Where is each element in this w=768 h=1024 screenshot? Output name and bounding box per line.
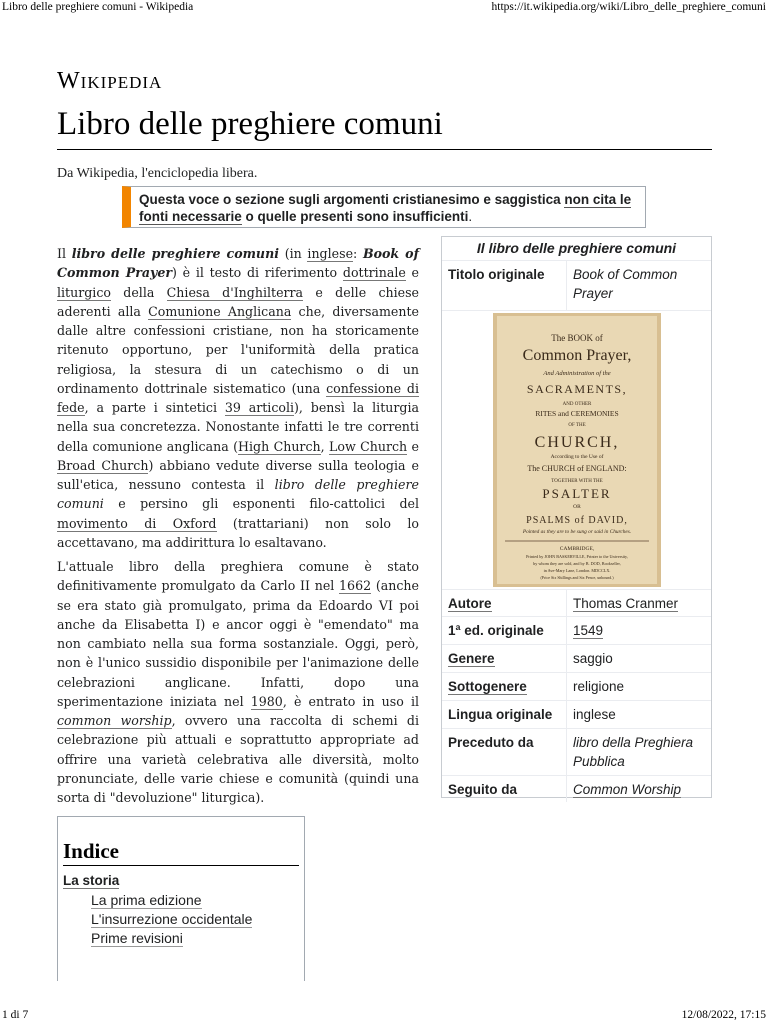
cover-line: PSALTER — [541, 486, 612, 501]
cover-line: (Price Six Shillings and Six Pence, unbound.) — [539, 575, 614, 580]
link-liturgico[interactable]: liturgico — [57, 284, 111, 300]
link-dottrinale[interactable]: dottrinale — [342, 265, 406, 281]
infobox-key: Titolo originale — [448, 267, 545, 282]
infobox-value-seguito[interactable]: Common Worship — [573, 782, 682, 797]
infobox-key-seguito: Seguito da — [448, 782, 518, 797]
warning-box — [122, 186, 646, 228]
page-title: Libro delle preghiere comuni — [57, 104, 712, 150]
print-footer — [0, 1006, 768, 1024]
link-movimento-di-oxford[interactable]: movimento di Oxford — [57, 515, 217, 531]
infobox-key-preceduto: Preceduto da — [448, 735, 534, 750]
infobox-key-autore[interactable]: Autore — [448, 596, 492, 611]
link-inglese[interactable]: inglese — [307, 246, 354, 261]
print-header-title: Libro delle preghiere comuni - Wikipedia — [2, 1, 194, 13]
infobox-row — [442, 729, 711, 776]
cover-line: TOGETHER WITH THE — [550, 479, 603, 484]
warning-link[interactable]: non cita le fonti necessarie — [139, 192, 632, 224]
infobox-value-genere: saggio — [566, 645, 711, 672]
infobox-key-sottogenere[interactable]: Sottogenere — [448, 679, 527, 694]
warning-text-2: o quelle presenti sono insufficienti — [241, 209, 469, 224]
print-timestamp: 12/08/2022, 17:15 — [681, 1009, 766, 1021]
history-paragraph: L'attuale libro della preghiera comune è stato definitivamente promulgato da Carlo II nel 1662 (anche se era stato già promulgato, prima da Edoardo VI poi anche da Elisabetta I) e ancor oggi è "emendato" ma non cambiato nella sua forma sostanziale. Oggi, però, non è l'unico sussidio disponibile per l'animazione delle celebrazioni anglicane. Infatti, dopo una sperimentazione iniziata nel 1980, è entrato in uso il common worship, ovvero una raccolta di schemi di celebrazione più attuali e soprattutto appropriate ad offrire una varietà celebrativa alle diversità, molto pronunciate, delle varie chiese e comunità (quindi una sorta di "devoluzione" liturgica). — [57, 559, 420, 805]
toc-item-prima-edizione[interactable]: La prima edizione — [91, 892, 202, 908]
infobox-row — [442, 673, 711, 701]
toc-section-la-storia[interactable]: La storia — [63, 873, 120, 888]
cover-line: CAMBRIDGE, — [559, 546, 594, 552]
cover-line: The BOOK of — [550, 333, 603, 343]
infobox-row-titolo — [442, 261, 711, 311]
cover-line: SACRAMENTS, — [526, 382, 627, 396]
cover-line: Printed by JOHN BASKERVILLE, Printer to the University, — [525, 554, 628, 559]
link-1662[interactable]: 1662 — [339, 578, 372, 594]
intro-paragraph: Il libro delle preghiere comuni (in inglese: Book of Common Prayer) è il testo di riferimento dottrinale e liturgico della Chiesa d'Inghilterra e delle chiese aderenti alla Comunione Anglicana che, diversamente dalle altre confessioni cristiane, non ha storicamente ritenuto opportuno, per l'uniformità della pratica religiosa, la stesura di un catechismo o di un ordinamento dottrinale sistematico (una confessione di fede, a parte i sintetici 39 articoli), bensì la liturgia nella sua concretezza. Nonostante infatti le tre correnti della comunione anglicana (High Church, Low Church e Broad Church) abbiano vedute diverse sulla teologia e sull'etica, nessuno contesta il libro delle preghiere comuni e persino gli esponenti filo-cattolici del movimento di Oxford (trattariani) non solo lo accettavano, ma addirittura lo esaltavano. — [57, 246, 420, 550]
link-low-church[interactable]: Low Church — [329, 438, 408, 454]
link-comunione-anglicana[interactable]: Comunione Anglicana — [148, 303, 292, 319]
cover-line: OR — [572, 504, 581, 510]
cover-line: Pointed as they are to be sung or said in Churches. — [522, 529, 631, 535]
infobox-key-genere[interactable]: Genere — [448, 651, 495, 666]
page-counter: 1 di 7 — [2, 1009, 29, 1021]
site-tagline: Da Wikipedia, l'enciclopedia libera. — [57, 166, 258, 181]
infobox-value-preceduto: libro della Preghiera Pubblica — [566, 729, 711, 775]
infobox-value-autore[interactable]: Thomas Cranmer — [573, 596, 679, 611]
cover-line: AND OTHER — [562, 402, 591, 407]
cover-line: by whom they are sold, and by B. DOD, Bookseller, — [532, 561, 621, 566]
infobox-caption: Il libro delle preghiere comuni — [442, 237, 711, 261]
infobox-row — [442, 701, 711, 729]
link-39-articoli[interactable]: 39 articoli — [224, 400, 295, 415]
table-of-contents — [57, 816, 305, 981]
infobox-key-lingua: Lingua originale — [448, 707, 553, 722]
infobox-value-sottogenere: religione — [566, 673, 711, 700]
infobox-row — [442, 776, 711, 802]
infobox-key-edizione: 1ª ed. originale — [448, 623, 544, 638]
wikipedia-logo[interactable]: Wikipedia — [57, 68, 163, 94]
infobox-row — [442, 590, 711, 617]
link-high-church[interactable]: High Church — [238, 438, 321, 454]
link-confessione-di-fede[interactable]: confessione di fede — [57, 380, 419, 415]
cover-line: PSALMS of DAVID, — [525, 515, 628, 526]
link-1980[interactable]: 1980 — [250, 693, 283, 709]
infobox-row — [442, 645, 711, 673]
warning-text: Questa voce o sezione sugli argomenti cristianesimo e saggistica — [139, 192, 565, 207]
book-cover-image[interactable] — [442, 311, 711, 590]
warning-period: . — [468, 209, 473, 224]
cover-line: The CHURCH of ENGLAND: — [526, 464, 627, 473]
book-cover-illustration — [493, 313, 661, 587]
cover-line: CHURCH, — [534, 434, 619, 451]
link-common-worship[interactable]: common worship — [57, 713, 172, 728]
infobox-value-edizione[interactable]: 1549 — [573, 623, 604, 638]
infobox-value-lingua: inglese — [566, 701, 711, 728]
cover-line: Common Prayer, — [522, 347, 631, 364]
print-header-url: https://it.wikipedia.org/wiki/Libro_delle_preghiere_comuni — [491, 1, 766, 13]
cover-line: And Administration of the — [542, 370, 611, 377]
cover-line: According to the Use of — [550, 454, 603, 460]
infobox-value: Book of Common Prayer — [566, 261, 711, 310]
toc-item-insurrezione[interactable]: L'insurrezione occidentale — [91, 911, 253, 927]
link-chiesa-inghilterra[interactable]: Chiesa d'Inghilterra — [166, 284, 304, 300]
infobox-row — [442, 617, 711, 645]
cover-line: in Ave-Mary Lane, London. MDCCLX. — [543, 568, 610, 573]
infobox — [441, 236, 712, 798]
toc-title: Indice — [63, 839, 299, 866]
print-header — [0, 0, 768, 16]
cover-line: RITES and CEREMONIES — [534, 409, 619, 418]
link-broad-church[interactable]: Broad Church — [57, 457, 149, 473]
toc-item-prime-revisioni[interactable]: Prime revisioni — [91, 930, 183, 946]
cover-line: OF THE — [567, 423, 586, 428]
